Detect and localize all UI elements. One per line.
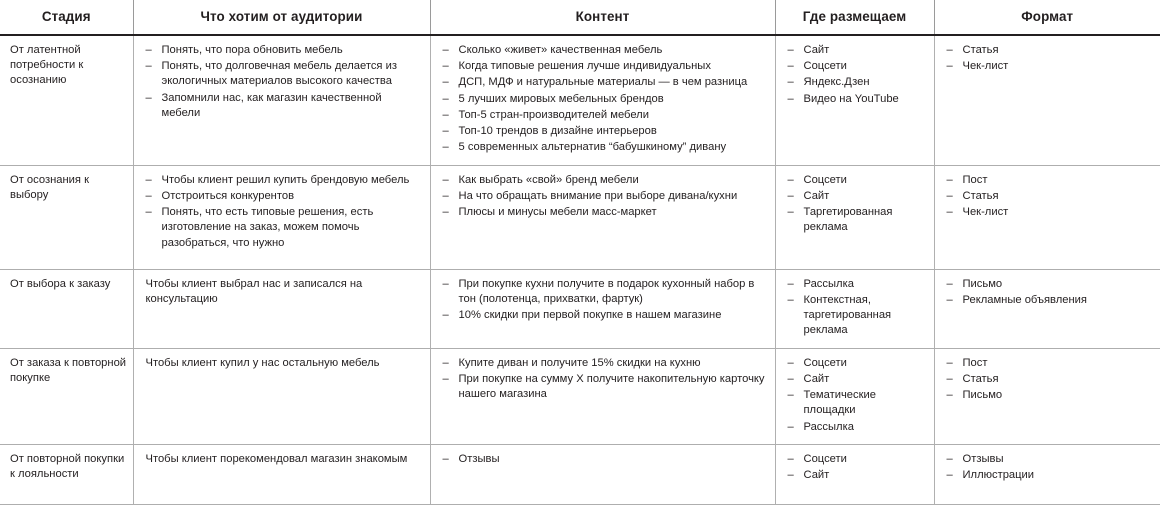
placement-item: – Тематические площадки — [786, 388, 926, 418]
placement-item: – Таргетированная реклама — [786, 205, 926, 235]
cell-content — [430, 444, 775, 504]
cell-stage — [0, 444, 133, 504]
table-body — [0, 35, 1160, 504]
content-item: – ДСП, МДФ и натуральные материалы — в чем разница — [441, 75, 767, 90]
format-item: – Статья — [945, 189, 1153, 204]
cell-format — [934, 348, 1160, 444]
content-item: – Сколько «живет» качественная мебель — [441, 43, 767, 58]
cell-placement — [775, 165, 934, 269]
stage-label: От заказа к повторной покупке — [10, 356, 127, 384]
cell-content — [430, 165, 775, 269]
cell-format-list — [945, 277, 1153, 308]
table-row — [0, 35, 1160, 165]
cell-content-list — [441, 277, 767, 324]
format-item: – Письмо — [945, 388, 1153, 403]
stage-label: От выбора к заказу — [10, 277, 111, 290]
cell-content-list — [441, 452, 767, 467]
cell-format — [934, 444, 1160, 504]
cell-placement — [775, 35, 934, 165]
cell-content — [430, 269, 775, 348]
format-item: – Рекламные объявления — [945, 293, 1153, 308]
content-item: – При покупке на сумму X получите накопительную карточку нашего магазина — [441, 372, 767, 402]
cell-goal-list — [144, 173, 422, 251]
goal-item: – Отстроиться конкурентов — [144, 189, 422, 204]
column-header-content: Контент — [430, 0, 775, 35]
cell-goal-list — [144, 43, 422, 121]
column-header-format: Формат — [934, 0, 1160, 35]
cell-content-list — [441, 43, 767, 156]
cell-format — [934, 165, 1160, 269]
cell-goal — [133, 165, 430, 269]
content-item: – Когда типовые решения лучше индивидуальных — [441, 59, 767, 74]
cell-format — [934, 269, 1160, 348]
format-item: – Статья — [945, 372, 1153, 387]
content-item: – Как выбрать «свой» бренд мебели — [441, 173, 767, 188]
table-row — [0, 348, 1160, 444]
content-item: – Купите диван и получите 15% скидки на кухню — [441, 356, 767, 371]
cell-format-list — [945, 43, 1153, 74]
goal-item: – Чтобы клиент решил купить брендовую мебель — [144, 173, 422, 188]
content-item: – Отзывы — [441, 452, 767, 467]
cell-content — [430, 35, 775, 165]
format-item: – Пост — [945, 356, 1153, 371]
placement-item: – Соцсети — [786, 356, 926, 371]
cell-stage — [0, 165, 133, 269]
goal-item: – Понять, что долговечная мебель делается из экологичных материалов высокого качества — [144, 59, 422, 89]
cell-goal — [133, 348, 430, 444]
cell-format-list — [945, 356, 1153, 404]
cell-goal — [133, 444, 430, 504]
table-header — [0, 0, 1160, 35]
content-item: – Топ-10 трендов в дизайне интерьеров — [441, 124, 767, 139]
cell-content-list — [441, 173, 767, 221]
placement-item: – Сайт — [786, 468, 926, 483]
format-item: – Чек-лист — [945, 59, 1153, 74]
cell-placement-list — [786, 356, 926, 435]
format-item: – Пост — [945, 173, 1153, 188]
cell-content-list — [441, 356, 767, 403]
placement-item: – Соцсети — [786, 173, 926, 188]
stage-label: От латентной потребности к осознанию — [10, 44, 84, 87]
cell-placement — [775, 269, 934, 348]
cell-goal — [133, 35, 430, 165]
cell-placement — [775, 348, 934, 444]
format-item: – Чек-лист — [945, 205, 1153, 220]
format-item: – Отзывы — [945, 452, 1153, 467]
stage-label: От осознания к выбору — [10, 173, 89, 201]
table-row — [0, 269, 1160, 348]
format-item: – Письмо — [945, 277, 1153, 292]
cell-placement-list — [786, 452, 926, 483]
format-item: – Иллюстрации — [945, 468, 1153, 483]
table-row — [0, 444, 1160, 504]
cell-stage — [0, 348, 133, 444]
placement-item: – Сайт — [786, 189, 926, 204]
cell-placement-list — [786, 173, 926, 236]
content-item: – Топ-5 стран-производителей мебели — [441, 108, 767, 123]
placement-item: – Рассылка — [786, 420, 926, 435]
column-header-placement: Где размещаем — [775, 0, 934, 35]
goal-item: – Запомнили нас, как магазин качественной мебели — [144, 91, 422, 121]
content-item: – При покупке кухни получите в подарок кухонный набор в тон (полотенца, прихватки, фартук) — [441, 277, 767, 307]
column-header-stage: Стадия — [0, 0, 133, 35]
placement-item: – Сайт — [786, 43, 926, 58]
goal-item: – Понять, что есть типовые решения, есть изготовление на заказ, можем помочь разобраться, что нужно — [144, 205, 422, 251]
goal-item: Чтобы клиент выбрал нас и записался на консультацию — [145, 277, 363, 305]
cell-stage — [0, 35, 133, 165]
cell-placement-list — [786, 277, 926, 339]
cell-stage — [0, 269, 133, 348]
content-item: – На что обращать внимание при выборе дивана/кухни — [441, 189, 767, 204]
column-header-goal: Что хотим от аудитории — [133, 0, 430, 35]
content-item: – 5 современных альтернатив “бабушкиному” дивану — [441, 140, 767, 155]
cell-placement-list — [786, 43, 926, 107]
content-item: – 10% скидки при первой покупке в нашем магазине — [441, 308, 767, 323]
format-item: – Статья — [945, 43, 1153, 58]
content-item: – Плюсы и минусы мебели масс-маркет — [441, 205, 767, 220]
placement-item: – Сайт — [786, 372, 926, 387]
placement-item: – Соцсети — [786, 59, 926, 74]
cell-goal — [133, 269, 430, 348]
placement-item: – Соцсети — [786, 452, 926, 467]
placement-item: – Яндекс.Дзен — [786, 75, 926, 90]
goal-item: Чтобы клиент купил у нас остальную мебель — [145, 356, 380, 369]
table-row — [0, 165, 1160, 269]
placement-item: – Видео на YouTube — [786, 92, 926, 107]
goal-item: – Понять, что пора обновить мебель — [144, 43, 422, 58]
cell-placement — [775, 444, 934, 504]
placement-item: – Контекстная, таргетированная реклама — [786, 293, 926, 339]
goal-item: Чтобы клиент порекомендовал магазин знакомым — [145, 452, 408, 465]
cell-content — [430, 348, 775, 444]
content-item: – 5 лучших мировых мебельных брендов — [441, 92, 767, 107]
placement-item: – Рассылка — [786, 277, 926, 292]
cell-format-list — [945, 173, 1153, 221]
table-header-row — [0, 0, 1160, 35]
cell-format-list — [945, 452, 1153, 483]
stage-label: От повторной покупки к лояльности — [10, 452, 125, 480]
cell-format — [934, 35, 1160, 165]
